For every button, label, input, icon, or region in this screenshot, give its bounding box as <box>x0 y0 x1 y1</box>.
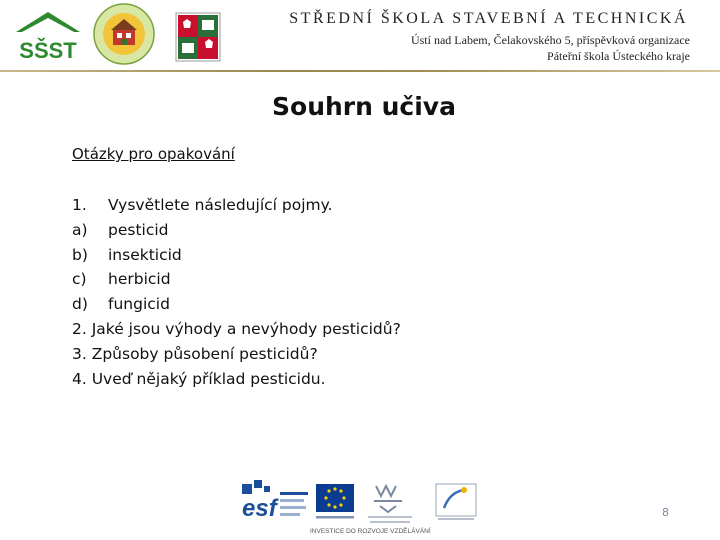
sssst-logo <box>12 8 84 66</box>
list-item-text: fungicid <box>108 295 170 314</box>
question-item: 3. Způsoby působení pesticidů? <box>72 344 318 363</box>
list-item <box>72 292 672 317</box>
msmt-logo <box>368 486 412 523</box>
question-item: 2. Jaké jsou výhody a nevýhody pesticidů? <box>72 319 401 338</box>
list-item-text: pesticid <box>108 220 169 239</box>
school-name: STŘEDNÍ ŠKOLA STAVEBNÍ A TECHNICKÁ <box>289 10 688 27</box>
school-subtitle: Páteřní škola Ústeckého kraje <box>547 49 690 63</box>
slide-header <box>0 0 720 72</box>
esf-logo <box>242 480 308 522</box>
esf-logo-text: esf <box>242 495 277 522</box>
list-item <box>72 193 672 218</box>
funding-logos-footer <box>240 478 480 536</box>
list-item <box>72 243 672 268</box>
region-crest-icon <box>175 12 221 62</box>
logo-text: SŠST <box>19 38 77 63</box>
list-item-text: Vysvětlete následující pojmy. <box>108 196 333 214</box>
list-item <box>72 267 672 292</box>
list-item-text: herbicid <box>108 270 171 289</box>
eu-flag-icon <box>316 484 354 519</box>
page-number: 8 <box>662 506 669 519</box>
op-vk-logo <box>436 484 476 520</box>
list-marker: 1. <box>72 196 87 214</box>
list-item <box>72 218 672 243</box>
list-marker: a) <box>72 220 88 239</box>
slide-title: Souhrn učiva <box>272 92 456 121</box>
section-heading: Otázky pro opakování <box>72 145 235 163</box>
question-list <box>72 193 672 391</box>
header-divider <box>0 70 720 72</box>
list-marker: c) <box>72 270 87 289</box>
question-item: 4. Uveď nějaký příklad pesticidu. <box>72 369 326 388</box>
list-marker: b) <box>72 245 88 264</box>
investment-slogan: INVESTICE DO ROZVOJE VZDĚLÁVÁNÍ <box>310 528 431 535</box>
list-item-text: insekticid <box>108 245 182 264</box>
school-emblem-icon <box>93 3 155 65</box>
list-marker: d) <box>72 295 88 314</box>
school-address: Ústí nad Labem, Čelakovského 5, příspěvková organizace <box>410 33 690 47</box>
